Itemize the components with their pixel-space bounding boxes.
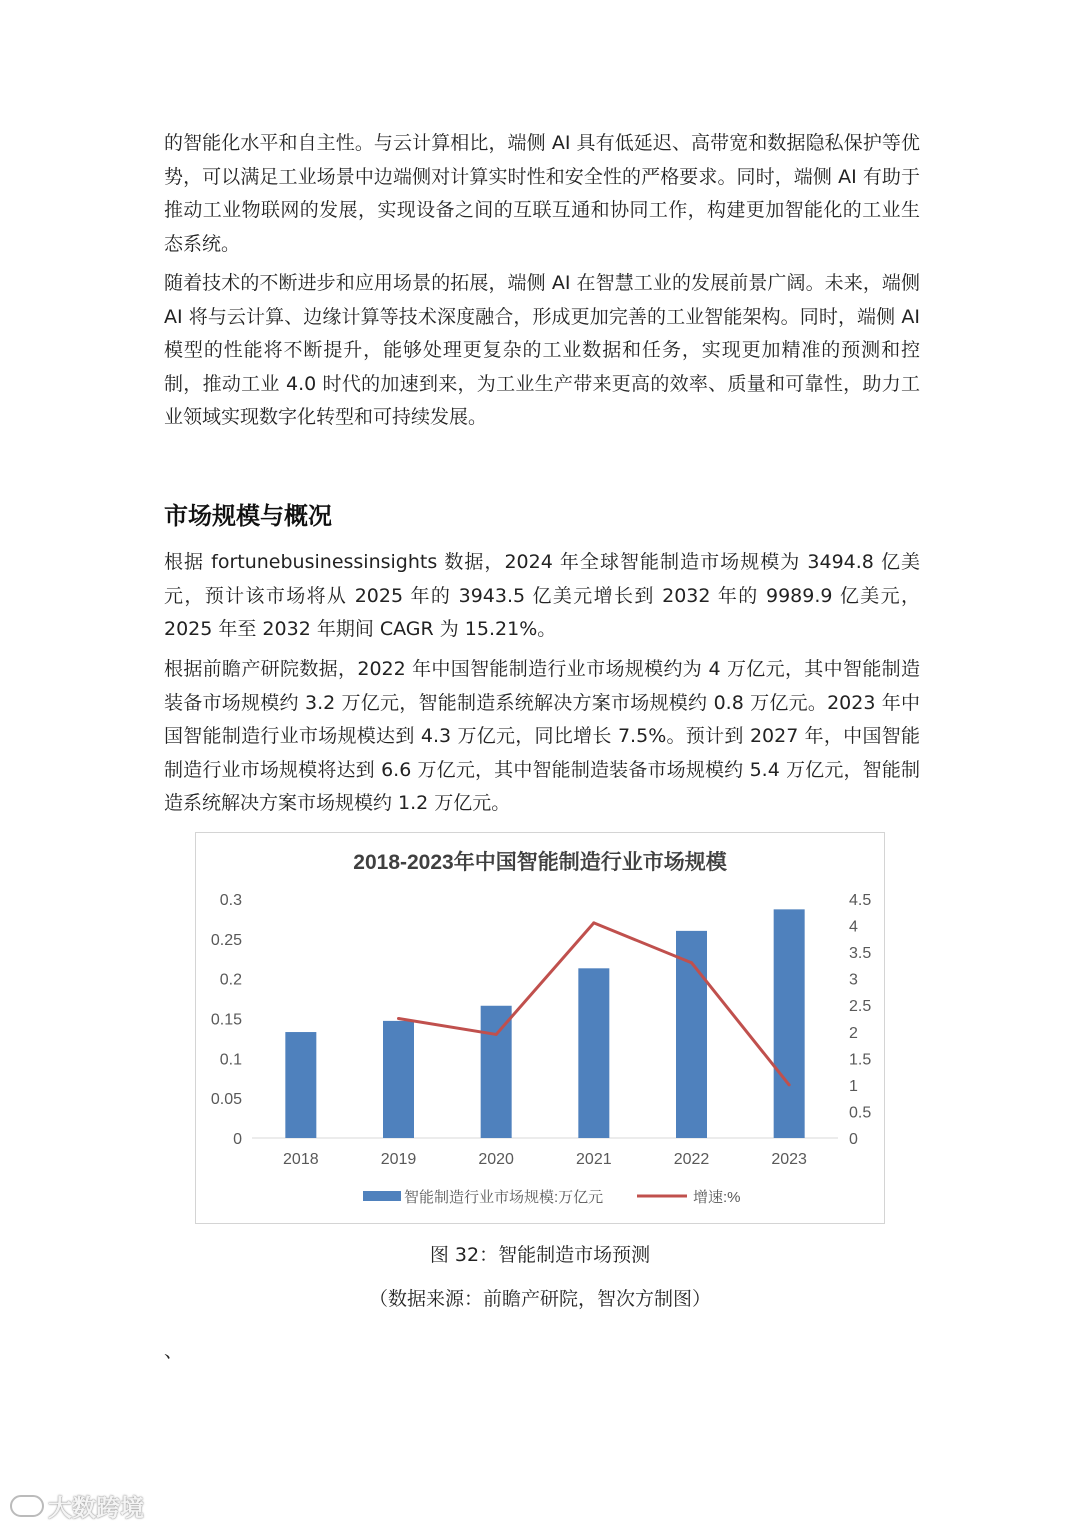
left-axis-tick-label: 0.3 (219, 892, 242, 909)
left-axis-tick-label: 0 (233, 1131, 242, 1148)
paragraph-edge-ai-outlook: 随着技术的不断进步和应用场景的拓展，端侧 AI 在智慧工业的发展前景广阔。未来，端侧 AI 将与云计算、边缘计算等技术深度融合，形成更加完善的工业智能架构。同时，端侧 AI 模型的性能将不断提升，能够处理更复杂的工业数据和任务，实现更加精准的预测和控制，推动工业 4.0 时代的加速到来，为工业生产带来更高的效率、质量和可靠性，助力工业领域实现数字化转型和可持续发展。 (164, 272, 920, 428)
right-axis-tick-label: 1.5 (849, 1051, 872, 1069)
right-axis-tick-label: 2.5 (849, 998, 872, 1016)
watermark-logo-icon (10, 1495, 44, 1517)
growth-point-2022 (690, 961, 693, 964)
watermark (10, 1488, 144, 1523)
right-axis-tick-label: 0 (849, 1131, 858, 1148)
bar-2020 (481, 1006, 512, 1138)
legend-bar-label: 智能制造行业市场规模:万亿元 (404, 1189, 604, 1206)
paragraph-edge-ai-advantages: 的智能化水平和自主性。与云计算相比，端侧 AI 具有低延迟、高带宽和数据隐私保护等优势，可以满足工业场景中边端侧对计算实时性和安全性的严格要求。同时，端侧 AI 有助于推动工业物联网的发展，实现设备之间的互联互通和协同工作，构建更加智能化的工业生态系统。 (164, 132, 920, 255)
bar-2019 (383, 1021, 414, 1138)
legend-bar-swatch (363, 1191, 401, 1201)
right-axis-tick-label: 4.5 (849, 892, 872, 909)
growth-point-2019 (397, 1017, 400, 1020)
right-axis-tick-label: 1 (849, 1077, 858, 1095)
watermark-text: 大数跨境 (48, 1494, 144, 1522)
figure-caption: 图 32：智能制造市场预测 (429, 1244, 651, 1266)
x-axis-tick-label: 2020 (478, 1151, 514, 1168)
left-axis-tick-label: 0.1 (219, 1051, 242, 1069)
left-axis-tick-label: 0.15 (210, 1011, 242, 1029)
market-size-chart (196, 833, 886, 1225)
bar-2018 (285, 1032, 316, 1138)
bar-2023 (774, 909, 805, 1138)
x-axis-tick-label: 2023 (771, 1151, 807, 1168)
chart-title: 2018-2023年中国智能制造行业市场规模 (353, 851, 727, 874)
chart-frame (195, 832, 885, 1224)
x-axis-tick-label: 2019 (380, 1151, 417, 1168)
right-axis-tick-label: 0.5 (849, 1104, 872, 1122)
paragraph-global-market: 根据 fortunebusinessinsights 数据，2024 年全球智能制造市场规模为 3494.8 亿美元，预计该市场将从 2025 年的 3943.5 亿美元增长到 2032 年的 9989.9 亿美元，2025 年至 2032 年期间 CAGR 为 15.21%。 (164, 551, 920, 640)
right-axis-tick-label: 3.5 (849, 945, 872, 963)
chart-legend (363, 1188, 741, 1206)
right-axis-tick-label: 2 (849, 1024, 858, 1042)
right-axis-tick-label: 3 (849, 971, 858, 989)
section-heading: 市场规模与概况 (164, 502, 332, 530)
x-axis-tick-label: 2021 (576, 1151, 612, 1168)
right-axis-tick-label: 4 (849, 918, 858, 936)
bar-2021 (578, 968, 609, 1138)
left-axis-tick-label: 0.2 (219, 971, 242, 989)
paragraph-china-market: 根据前瞻产研院数据，2022 年中国智能制造行业市场规模约为 4 万亿元，其中智能制造装备市场规模约 3.2 万亿元，智能制造系统解决方案市场规模约 0.8 万亿元。2023 年中国智能制造行业市场规模达到 4.3 万亿元，同比增长 7.5%。预计到 2027 年，中国智能制造行业市场规模将达到 6.6 万亿元，其中智能制造装备市场规模约 5.4 万亿元，智能制造系统解决方案市场规模约 1.2 万亿元。 (164, 658, 920, 814)
x-axis-tick-label: 2018 (283, 1151, 319, 1168)
growth-point-2023 (788, 1083, 791, 1086)
figure-source: （数据来源：前瞻产研院，智次方制图） (368, 1288, 711, 1310)
left-axis-tick-label: 0.05 (210, 1091, 242, 1109)
legend-line-label: 增速:% (693, 1189, 741, 1206)
growth-point-2021 (592, 921, 595, 924)
stray-punctuation: 、 (164, 1340, 184, 1362)
left-axis-tick-label: 0.25 (210, 931, 242, 949)
growth-point-2020 (495, 1033, 498, 1036)
x-axis-tick-label: 2022 (673, 1151, 710, 1168)
